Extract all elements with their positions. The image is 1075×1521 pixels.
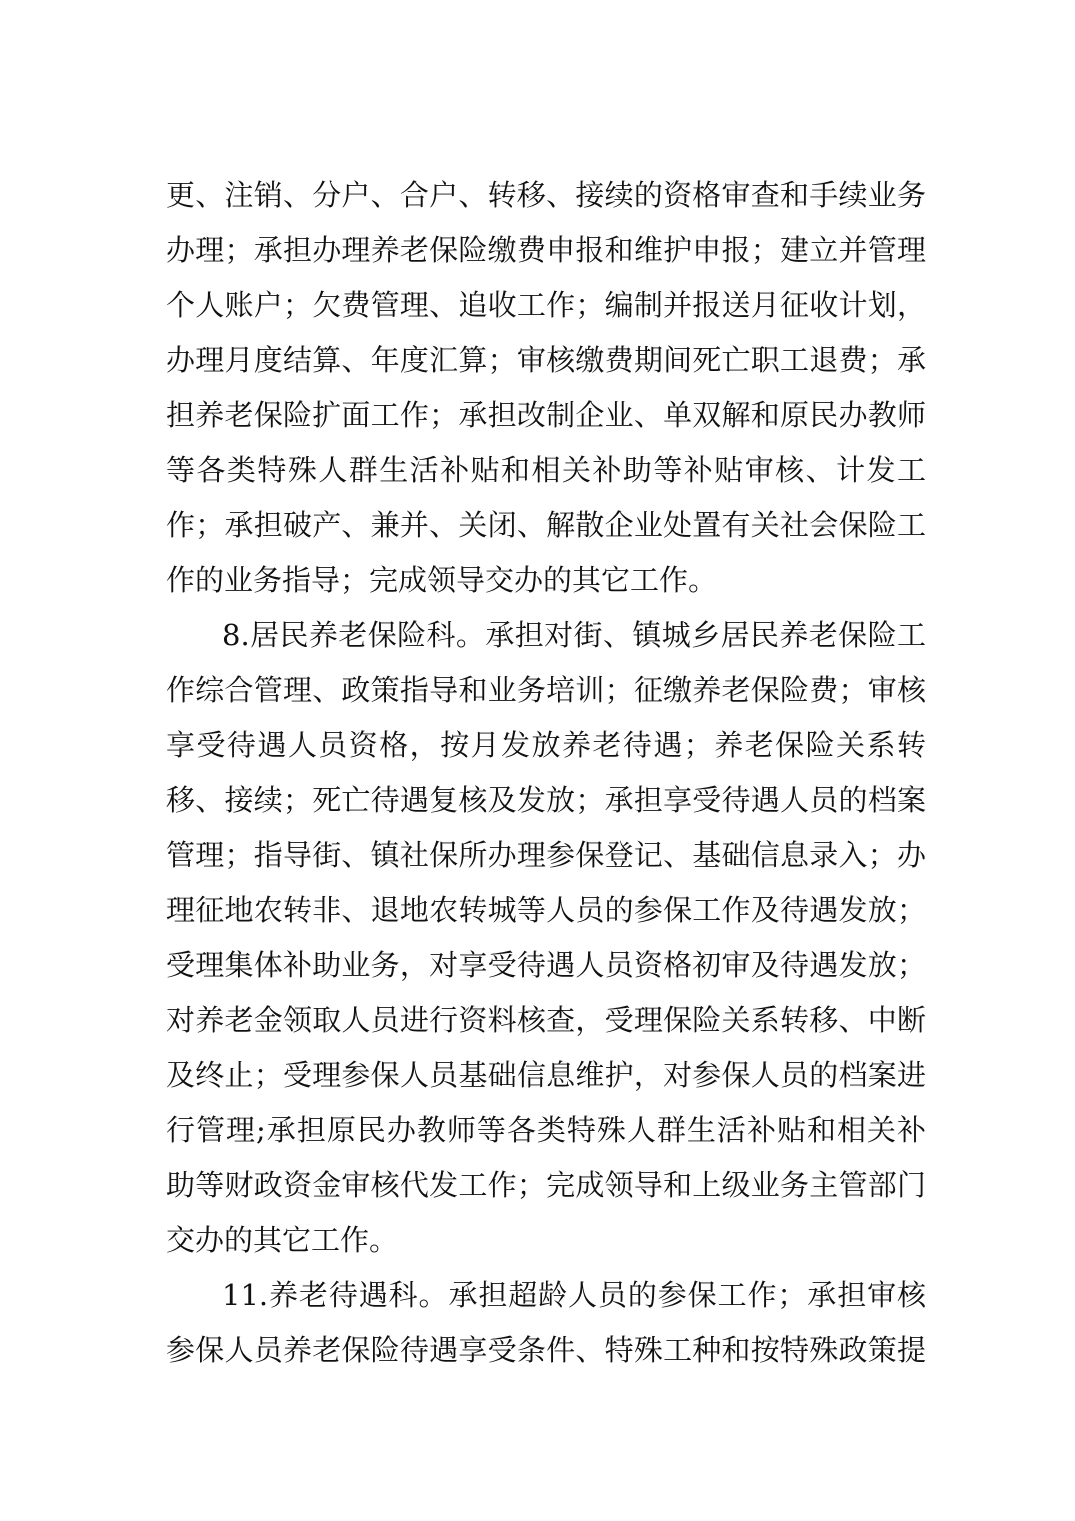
text-line: 理征地农转非、退地农转城等人员的参保工作及待遇发放；	[166, 893, 926, 927]
text-line: 参保人员养老保险待遇享受条件、特殊工种和按特殊政策提	[166, 1333, 926, 1367]
text-line: 办理月度结算、年度汇算；审核缴费期间死亡职工退费；承	[166, 343, 926, 377]
text-line: 作综合管理、政策指导和业务培训；征缴养老保险费；审核	[166, 673, 926, 707]
text-line: 担养老保险扩面工作；承担改制企业、单双解和原民办教师	[166, 398, 926, 432]
text-line: 个人账户；欠费管理、追收工作；编制并报送月征收计划，	[166, 288, 926, 322]
text-line: 受理集体补助业务，对享受待遇人员资格初审及待遇发放；	[166, 948, 926, 982]
section-heading-line: 8.居民养老保险科。承担对街、镇城乡居民养老保险工	[222, 618, 926, 652]
text-line: 助等财政资金审核代发工作；完成领导和上级业务主管部门	[166, 1168, 926, 1202]
text-line: 等各类特殊人群生活补贴和相关补助等补贴审核、计发工	[166, 453, 926, 487]
text-line: 作；承担破产、兼并、关闭、解散企业处置有关社会保险工	[166, 508, 926, 542]
text-line: 享受待遇人员资格，按月发放养老待遇；养老保险关系转	[166, 728, 926, 762]
text-line: 及终止；受理参保人员基础信息维护，对参保人员的档案进	[166, 1058, 926, 1092]
text-line: 交办的其它工作。	[166, 1223, 399, 1257]
text-line: 行管理;承担原民办教师等各类特殊人群生活补贴和相关补	[166, 1113, 926, 1147]
text-line: 管理；指导街、镇社保所办理参保登记、基础信息录入；办	[166, 838, 926, 872]
text-line: 对养老金领取人员进行资料核查，受理保险关系转移、中断	[166, 1003, 926, 1037]
text-line: 作的业务指导；完成领导交办的其它工作。	[166, 563, 718, 597]
section-heading-line: 11.养老待遇科。承担超龄人员的参保工作；承担审核	[222, 1278, 926, 1312]
text-line: 移、接续；死亡待遇复核及发放；承担享受待遇人员的档案	[166, 783, 926, 817]
text-line: 办理；承担办理养老保险缴费申报和维护申报；建立并管理	[166, 233, 926, 267]
text-line: 更、注销、分户、合户、转移、接续的资格审查和手续业务	[166, 178, 926, 212]
